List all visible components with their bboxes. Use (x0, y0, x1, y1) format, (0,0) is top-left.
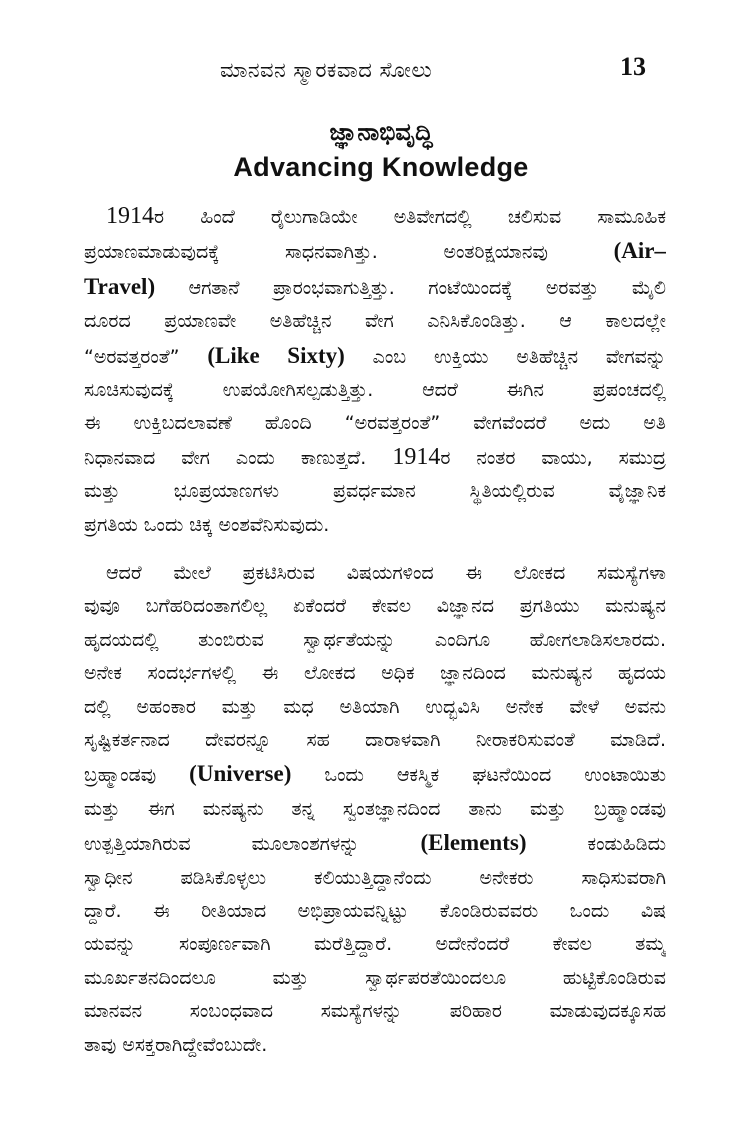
text-line: ಸ್ವಾಧೀನ ಪಡಿಸಿಕೊಳ್ಳಲು ಕಲಿಯುತ್ತಿದ್ದಾನೆಂದು ಅನೇಕರು ಸಾಧಿಸುವರಾಗಿ (84, 866, 666, 889)
text-line: ದಲ್ಲಿ ಅಹಂಕಾರ ಮತ್ತು ಮಧ ಅತಿಯಾಗಿ ಉದ್ಭವಿಸಿ ಅನೇಕ ವೇಳೆ ಅವನು (84, 695, 666, 718)
text-line: ಸೂಚಿಸುವುದಕ್ಕೆ ಉಪಯೋಗಿಸಲ್ಪಡುತ್ತಿತ್ತು. ಆದರೆ ಈಗಿನ ಪ್ರಪಂಚದಲ್ಲಿ (84, 379, 666, 402)
paragraph-1 (84, 200, 666, 542)
text-line: ಮತ್ತು ಭೂಪ್ರಯಾಣಗಳು ಪ್ರವರ್ಧಮಾನ ಸ್ಥಿತಿಯಲ್ಲಿರುವ ವೈಜ್ಞಾನಿಕ (84, 480, 666, 503)
text-line: ಸೃಷ್ಟಿಕರ್ತನಾದ ದೇವರನ್ನೂ ಸಹ ದಾರಾಳವಾಗಿ ನೀರಾಕರಿಸುವಂತೆ ಮಾಡಿದೆ. (84, 729, 666, 752)
text-line: ತಾವು ಅಸಕ್ತರಾಗಿದ್ದೇವೆಂಬುದೇ. (84, 1033, 268, 1056)
text-line: 1914ರ ಹಿಂದೆ ರೈಲುಗಾಡಿಯೇ ಅತಿವೇಗದಲ್ಲಿ ಚಲಿಸುವ ಸಾಮೂಹಿಕ (106, 203, 666, 229)
section-title-kannada: ಜ್ಞಾನಾಭಿವೃದ್ಧಿ (329, 118, 433, 146)
text-line: ನಿಧಾನವಾದ ವೇಗ ಎಂದು ಕಾಣುತ್ತದೆ. 1914ರ ನಂತರ ವಾಯು, ಸಮುದ್ರ (84, 443, 666, 470)
text-line: ಅನೇಕ ಸಂದರ್ಭಗಳಲ್ಲಿ ಈ ಲೋಕದ ಅಧಿಕ ಜ್ಞಾನದಿಂದ ಮನುಷ್ಯನ ಹೃದಯ (84, 662, 666, 685)
text-line: ಹೃದಯದಲ್ಲಿ ತುಂಬಿರುವ ಸ್ವಾರ್ಥತೆಯನ್ನು ಎಂದಿಗೂ ಹೋಗಲಾಡಿಸಲಾರದು. (84, 628, 666, 651)
text-line: ವುವೂ ಬಗೆಹರಿದಂತಾಗಲಿಲ್ಲ ಏಕೆಂದರೆ ಕೇವಲ ವಿಜ್ಞಾನದ ಪ್ರಗತಿಯು ಮನುಷ್ಯನ (84, 595, 666, 618)
page-number: 13 (620, 52, 646, 81)
text-line: ಯವನ್ನು ಸಂಪೂರ್ಣವಾಗಿ ಮರೆತ್ತಿದ್ದಾರೆ. ಅದೇನೆಂದರೆ ಕೇವಲ ತಮ್ಮ (84, 933, 666, 956)
text-line: ದೂರದ ಪ್ರಯಾಣವೇ ಅತಿಹೆಚ್ಚಿನ ವೇಗ ಎನಿಸಿಕೊಂಡಿತ್ತು. ಆ ಕಾಲದಲ್ಲೇ (84, 310, 666, 333)
text-line: ಮತ್ತು ಈಗ ಮನಷ್ಯನು ತನ್ನ ಸ್ವಂತಜ್ಞಾನದಿಂದ ತಾನು ಮತ್ತು ಬ್ರಹ್ಮಾಂಡವು (84, 797, 666, 820)
text-line: ಬ್ರಹ್ಮಾಂಡವು (Universe) ಒಂದು ಆಕಸ್ಮಿಕ ಘಟನೆಯಿಂದ ಉಂಟಾಯಿತು (84, 761, 666, 787)
text-line: ಪ್ರಯಾಣಮಾಡುವುದಕ್ಕೆ ಸಾಧನವಾಗಿತ್ತು. ಅಂತರಿಕ್ಷಯಾನವು (Air– (84, 238, 666, 264)
text-line: ಈ ಉಕ್ತಿಬದಲಾವಣೆ ಹೊಂದಿ “ಅರವತ್ತರಂತೆ” ವೇಗವೆಂದರೆ ಅದು ಅತಿ (84, 412, 666, 435)
text-line: ಮಾನವನ ಸಂಬಂಧವಾದ ಸಮಸ್ಯೆಗಳನ್ನು ಪರಿಹಾರ ಮಾಡುವುದಕ್ಕೂಸಹ (84, 1000, 666, 1023)
section-title-english: Advancing Knowledge (233, 152, 529, 182)
text-line: ಮೂರ್ಖತನದಿಂದಲೂ ಮತ್ತು ಸ್ವಾರ್ಥಪರತೆಯಿಂದಲೂ ಹುಟ್ಟಿಕೊಂಡಿರುವ (84, 966, 666, 989)
text-line: ದ್ದಾರೆ. ಈ ರೀತಿಯಾದ ಅಭಿಪ್ರಾಯವನ್ನಿಟ್ಟು ಕೊಂಡಿರುವವರು ಒಂದು ವಿಷ (84, 900, 666, 923)
text-line: Travel) ಆಗತಾನೆ ಪ್ರಾರಂಭವಾಗುತ್ತಿತ್ತು. ಗಂಟೆಯಿಂದಕ್ಕೆ ಅರವತ್ತು ಮೈಲಿ (84, 273, 666, 299)
text-line: ಉತ್ಪತ್ತಿಯಾಗಿರುವ ಮೂಲಾಂಶಗಳನ್ನು (Elements) ಕಂಡುಹಿಡಿದು (84, 830, 666, 856)
running-head: ಮಾನವನ ಸ್ಮಾರಕವಾದ ಸೋಲು (220, 58, 433, 82)
text-line: ಆದರೆ ಮೇಲೆ ಪ್ರಕಟಿಸಿರುವ ವಿಷಯಗಳಿಂದ ಈ ಲೋಕದ ಸಮಸ್ಯೆಗಳಾ (106, 562, 666, 584)
paragraph-2 (84, 557, 666, 1062)
text-line: “ಅರವತ್ತರಂತೆ” (Like Sixty) ಎಂಬ ಉಕ್ತಿಯು ಅತಿಹೆಚ್ಚಿನ ವೇಗವನ್ನು (84, 342, 666, 368)
text-line: ಪ್ರಗತಿಯ ಒಂದು ಚಿಕ್ಕ ಅಂಶವೆನಿಸುವುದು. (84, 513, 330, 536)
